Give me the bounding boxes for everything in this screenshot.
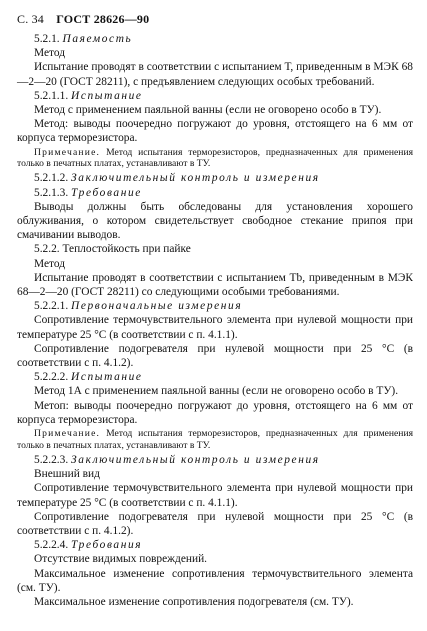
paragraph: Метоп: выводы поочередно погружают до уровня, отстоящего на 6 мм от корпуса терморезистора. bbox=[17, 399, 413, 426]
section-title: Паяемость bbox=[62, 33, 133, 45]
paragraph: Отсутствие видимых повреждений. bbox=[34, 553, 208, 566]
section-title: Требование bbox=[71, 186, 142, 199]
note-text: Метод испытания терморезисторов, предназначенных для применения только в печатных платах, устанавливают в ТУ. bbox=[17, 428, 413, 451]
paragraph: Сопротивление подогревателя при нулевой мощности при 25 °С (в соответствии с п. 4.1.2). bbox=[17, 342, 413, 370]
note-text: Метод испытания терморезисторов, предназначенных для применения только в печатных платах, устанавливают в ТУ. bbox=[17, 146, 413, 170]
page-header bbox=[17, 12, 413, 26]
note bbox=[17, 428, 413, 451]
section-title: Первоначальные измерения bbox=[71, 300, 243, 313]
section-title: Испытание bbox=[71, 371, 143, 384]
section-5-2-2-heading: 5.2.2. Теплостойкость при пайке bbox=[34, 243, 191, 256]
section-5-2-1-3-heading: 5.2.1.3. Требование bbox=[34, 186, 142, 199]
paragraph: Максимальное изменение сопротивления термочувствительного элемента (см. ТУ). bbox=[17, 567, 413, 594]
method-label: Метод bbox=[34, 47, 66, 60]
note-lead: Примечание. bbox=[34, 428, 101, 440]
paragraph: Выводы должны быть обследованы для установления хорошего облуживания, о котором свидетельствует свободное стекание припоя при смачивании выводов. bbox=[17, 200, 413, 242]
standard-number: ГОСТ 28626—90 bbox=[56, 12, 150, 26]
section-5-2-2-3-heading: 5.2.2.3. Заключительный контроль и измерения bbox=[34, 453, 320, 466]
note bbox=[17, 147, 413, 170]
paragraph: Сопротивление термочувствительного элемента при нулевой мощности при температуре 25 °С (в соответствии с п. 4.1.1). bbox=[17, 314, 413, 341]
paragraph: Метод 1А с применением паяльной ванны (если не оговорено особо в ТУ). bbox=[34, 385, 399, 398]
page-number: С. 34 bbox=[17, 12, 45, 26]
paragraph: Максимальное изменение сопротивления подогревателя (см. ТУ). bbox=[34, 595, 354, 608]
section-title: Теплостойкость при пайке bbox=[62, 243, 191, 256]
section-title: Требования bbox=[71, 539, 143, 552]
section-title: Испытание bbox=[71, 89, 143, 102]
visual-label: Внешний вид bbox=[34, 468, 100, 481]
section-5-2-1-2-heading: 5.2.1.2. Заключительный контроль и измерения bbox=[34, 172, 320, 185]
note-lead: Примечание. bbox=[34, 146, 101, 158]
paragraph: Испытание проводят в соответствии с испытанием Т, приведенным в МЭК 68—2—20 (ГОСТ 28211), с предъявлением следующих особых требований. bbox=[17, 61, 413, 88]
section-title: Заключительный контроль и измерения bbox=[71, 172, 320, 185]
section-title: Заключительный контроль и измерения bbox=[71, 453, 320, 466]
method-label: Метод bbox=[34, 257, 66, 270]
section-5-2-2-4-heading: 5.2.2.4. Требования bbox=[34, 539, 143, 552]
section-5-2-2-2-heading: 5.2.2.2. Испытание bbox=[34, 371, 143, 384]
paragraph: Метод с применением паяльной ванны (если не оговорено особо в ТУ). bbox=[34, 104, 382, 117]
section-5-2-1-heading: 5.2.1. Паяемость bbox=[34, 33, 133, 45]
paragraph: Сопротивление термочувствительного элемента при нулевой мощности при температуре 25 °С (в соответствии с п. 4.1.1). bbox=[17, 482, 413, 509]
paragraph: Метод: выводы поочередно погружают до уровня, отстоящего на 6 мм от корпуса терморезистора. bbox=[17, 118, 413, 145]
section-5-2-1-1-heading: 5.2.1.1. Испытание bbox=[34, 89, 143, 102]
paragraph: Сопротивление подогревателя при нулевой мощности при 25 °С (в соответствии с п. 4.1.2). bbox=[17, 510, 413, 537]
section-5-2-2-1-heading: 5.2.2.1. Первоначальные измерения bbox=[34, 300, 243, 313]
paragraph: Испытание проводят в соответствии с испытанием Тb, приведенным в МЭК 68—2—20 (ГОСТ 28211) со следующими особыми требованиями. bbox=[17, 271, 413, 299]
